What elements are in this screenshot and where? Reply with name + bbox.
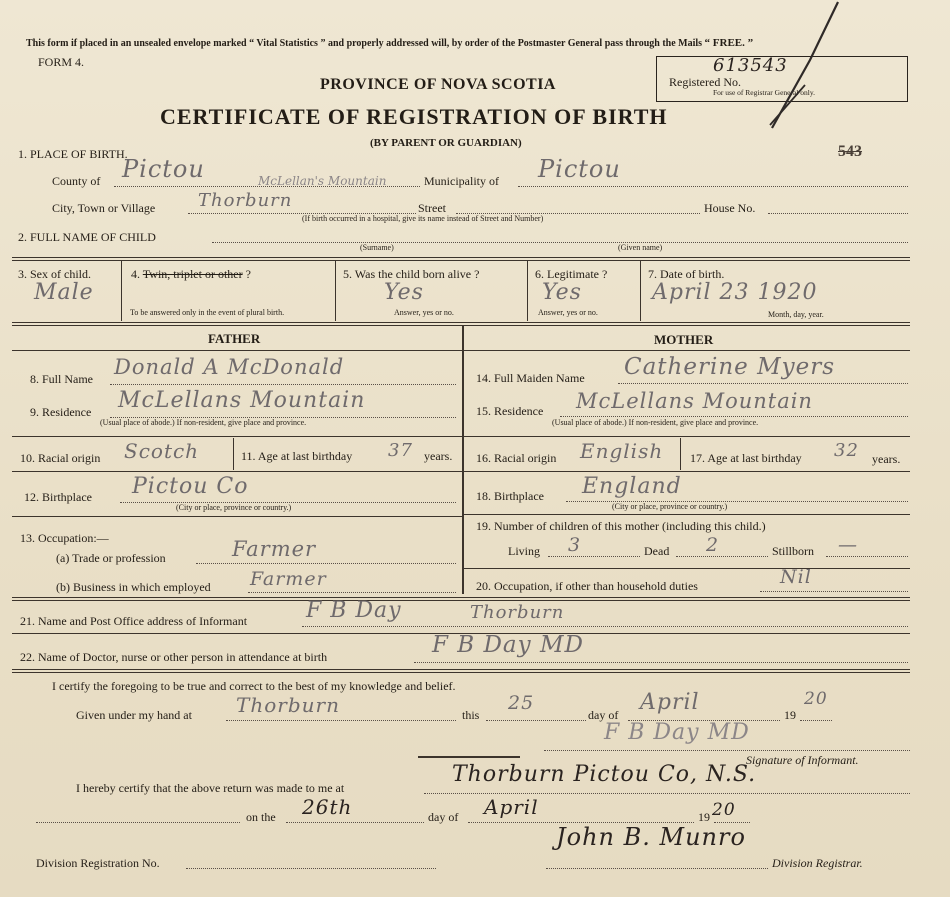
father-age-value: 37 xyxy=(388,440,413,461)
dob-label: 7. Date of birth. xyxy=(648,267,725,281)
stamp-number: 543 xyxy=(838,143,862,160)
informant-label: 21. Name and Post Office address of Informant xyxy=(20,614,248,628)
father-residence-note: (Usual place of abode.) If non-resident, give place and province. xyxy=(100,418,307,427)
rule-top-row xyxy=(12,257,910,261)
mother-age-label: 17. Age at last birthday xyxy=(690,451,802,465)
rule-father-racial xyxy=(12,471,462,472)
informant-address: Thorburn xyxy=(470,602,565,623)
father-age-label: 11. Age at last birthday xyxy=(241,449,353,463)
rule-mother-residence xyxy=(464,436,910,437)
living-line xyxy=(548,556,640,557)
hospital-note: (If birth occurred in a hospital, give its name instead of Street and Number) xyxy=(302,214,544,223)
father-racial-label: 10. Racial origin xyxy=(20,451,101,465)
divider-4-5 xyxy=(335,260,336,321)
informant-signature-line xyxy=(544,750,910,751)
mother-occupation-label: 20. Occupation, if other than household duties xyxy=(476,579,698,593)
mailing-notice-text: This form if placed in an unsealed envelope marked “ Vital Statistics ” and properly addressed will, by order of the Postmaster General pass through the Mails xyxy=(26,38,703,49)
return-place-value: Thorburn Pictou Co, N.S. xyxy=(452,762,757,787)
mother-racial-label: 16. Racial origin xyxy=(476,451,557,465)
certificate-title: CERTIFICATE OF REGISTRATION OF BIRTH xyxy=(160,104,668,129)
pen-slash-stroke xyxy=(772,2,838,128)
return-month-value: April xyxy=(484,795,539,819)
return-place-line xyxy=(424,793,910,794)
mother-name-label: 14. Full Maiden Name xyxy=(476,371,585,385)
parents-divider xyxy=(462,326,464,594)
father-occupation-label: 13. Occupation:— xyxy=(20,531,109,545)
division-number-label: Division Registration No. xyxy=(36,856,160,870)
doctor-line xyxy=(414,662,908,663)
municipality-label: Municipality of xyxy=(424,174,499,188)
rule-father-residence xyxy=(12,436,462,437)
dead-label: Dead xyxy=(644,544,670,558)
dob-value: April 23 1920 xyxy=(652,280,818,305)
twin-label xyxy=(131,267,251,281)
stillborn-value: — xyxy=(838,534,858,556)
certification-statement: I certify the foregoing to be true and correct to the best of my knowledge and belief. xyxy=(52,679,456,693)
sex-label: 3. Sex of child. xyxy=(18,267,91,281)
rule-doctor xyxy=(12,669,910,673)
return-statement: I hereby certify that the above return was made to me at xyxy=(76,781,345,795)
trade-line xyxy=(196,563,456,564)
division-number-line xyxy=(186,868,436,869)
business-value: Farmer xyxy=(250,568,327,590)
given-place-line xyxy=(226,720,456,721)
father-birthplace-label: 12. Birthplace xyxy=(24,490,92,504)
divider-racial-age-father xyxy=(233,438,234,470)
this-label: this xyxy=(462,708,480,722)
divider-3-4 xyxy=(121,260,122,321)
mother-heading: MOTHER xyxy=(654,332,714,347)
alive-note: Answer, yes or no. xyxy=(394,308,454,317)
registrar-signature-line xyxy=(546,868,768,869)
living-value: 3 xyxy=(568,534,582,556)
given-place-value: Thorburn xyxy=(236,693,340,717)
house-number-line xyxy=(768,213,908,214)
twin-number: 4. xyxy=(131,267,140,281)
city-value: Thorburn xyxy=(198,190,293,211)
father-birthplace-value: Pictou Co xyxy=(132,474,249,499)
month-value: April xyxy=(640,690,700,715)
place-of-birth-heading: 1. PLACE OF BIRTH. xyxy=(18,147,128,161)
province-heading: PROVINCE OF NOVA SCOTIA xyxy=(320,76,556,93)
twin-text: Twin, triplet or other xyxy=(142,267,243,281)
registrar-caption: Division Registrar. xyxy=(772,856,863,870)
on-the-value: 26th xyxy=(302,795,353,819)
father-name-label: 8. Full Name xyxy=(30,372,93,386)
father-residence-value: McLellans Mountain xyxy=(118,388,366,413)
rule-parents-top xyxy=(12,322,910,326)
alive-value: Yes xyxy=(384,280,424,305)
mother-residence-value: McLellans Mountain xyxy=(576,389,813,413)
sex-value: Male xyxy=(34,280,94,305)
dead-line xyxy=(676,556,768,557)
registered-number-value: 613543 xyxy=(713,55,788,76)
mother-occupation-line xyxy=(760,591,908,592)
street-label: Street xyxy=(418,201,446,215)
surname-caption: (Surname) xyxy=(360,243,394,252)
rule-mother-birthplace xyxy=(464,514,910,515)
father-name-line xyxy=(110,384,456,385)
mother-racial-value: English xyxy=(580,439,664,463)
mother-birthplace-label: 18. Birthplace xyxy=(476,489,544,503)
day-of-label: day of xyxy=(588,708,619,722)
county-label: County of xyxy=(52,174,101,188)
stillborn-label: Stillborn xyxy=(772,544,815,558)
short-rule xyxy=(418,756,520,758)
doctor-value: F B Day MD xyxy=(432,632,584,658)
informant-line xyxy=(302,626,908,627)
rule-mother-children xyxy=(464,568,910,569)
return-left-line xyxy=(36,822,240,823)
alive-label: 5. Was the child born alive ? xyxy=(343,267,480,281)
free-label: “ FREE. ” xyxy=(704,37,754,49)
children-count-label: 19. Number of children of this mother (including this child.) xyxy=(476,519,766,533)
mother-residence-line xyxy=(560,416,908,417)
twin-question-mark: ? xyxy=(245,267,251,281)
day-line xyxy=(486,720,586,721)
on-the-line xyxy=(286,822,424,823)
doctor-label: 22. Name of Doctor, nurse or other person in attendance at birth xyxy=(20,650,328,664)
divider-6-7 xyxy=(640,260,641,321)
given-name-caption: (Given name) xyxy=(618,243,663,252)
day-value: 25 xyxy=(508,692,535,714)
return-year-value: 20 xyxy=(712,800,736,820)
municipality-line xyxy=(518,186,908,187)
father-birthplace-note: (City or place, province or country.) xyxy=(176,503,292,512)
child-name-heading: 2. FULL NAME OF CHILD xyxy=(18,230,156,244)
given-under-label: Given under my hand at xyxy=(76,708,192,722)
city-label: City, Town or Village xyxy=(52,201,156,215)
house-number-label: House No. xyxy=(704,201,756,215)
stillborn-line xyxy=(826,556,908,557)
informant-signature-caption: Signature of Informant. xyxy=(746,753,859,767)
registered-number-label: Registered No. xyxy=(669,75,741,89)
locality-note: McLellan's Mountain xyxy=(258,174,387,188)
rule-mother-racial xyxy=(464,471,910,472)
rule-informant-top xyxy=(12,597,910,601)
mother-name-line xyxy=(618,383,908,384)
informant-signature: F B Day MD xyxy=(604,720,750,745)
municipality-value: Pictou xyxy=(538,155,621,183)
dead-value: 2 xyxy=(706,534,720,556)
mother-age-value: 32 xyxy=(834,440,859,461)
on-the-label: on the xyxy=(246,810,276,824)
legitimate-note: Answer, yes or no. xyxy=(538,308,598,317)
trade-value: Farmer xyxy=(232,537,317,561)
mother-birthplace-value: England xyxy=(582,474,682,499)
father-residence-label: 9. Residence xyxy=(30,405,92,419)
mother-occupation-value: Nil xyxy=(780,566,812,588)
mother-residence-note: (Usual place of abode.) If non-resident, give place and province. xyxy=(552,418,759,427)
registrar-signature: John B. Munro xyxy=(556,823,746,851)
divider-5-6 xyxy=(527,260,528,321)
year-value: 20 xyxy=(804,689,828,709)
mother-age-unit: years. xyxy=(872,452,901,466)
informant-value: F B Day xyxy=(306,598,402,623)
mother-birthplace-note: (City or place, province or country.) xyxy=(612,502,728,511)
business-label: (b) Business in which employed xyxy=(56,580,211,594)
rule-father-birthplace xyxy=(12,516,462,517)
form-number: FORM 4. xyxy=(38,55,85,69)
year-line xyxy=(800,720,832,721)
legitimate-label: 6. Legitimate ? xyxy=(535,267,608,281)
registered-number-note: For use of Registrar General only. xyxy=(713,88,815,97)
pen-slash-stroke-2 xyxy=(770,85,805,125)
return-year-prefix: 19 xyxy=(698,810,710,824)
return-day-of-label: day of xyxy=(428,810,459,824)
legitimate-value: Yes xyxy=(542,280,582,305)
father-racial-value: Scotch xyxy=(124,439,200,463)
twin-note: To be answered only in the event of plural birth. xyxy=(130,308,285,317)
certificate-subtitle: (BY PARENT OR GUARDIAN) xyxy=(370,137,522,149)
father-age-unit: years. xyxy=(424,449,453,463)
divider-racial-age-mother xyxy=(680,438,681,470)
trade-label: (a) Trade or profession xyxy=(56,551,166,565)
living-label: Living xyxy=(508,544,540,558)
father-name-value: Donald A McDonald xyxy=(114,355,345,379)
business-line xyxy=(248,592,456,593)
dob-note: Month, day, year. xyxy=(768,310,824,319)
rule-under-headings xyxy=(12,350,910,351)
father-heading: FATHER xyxy=(208,331,261,346)
year-prefix: 19 xyxy=(784,708,796,722)
mother-residence-label: 15. Residence xyxy=(476,404,544,418)
mother-name-value: Catherine Myers xyxy=(624,354,836,380)
county-value: Pictou xyxy=(122,155,205,183)
child-name-line xyxy=(212,242,908,243)
